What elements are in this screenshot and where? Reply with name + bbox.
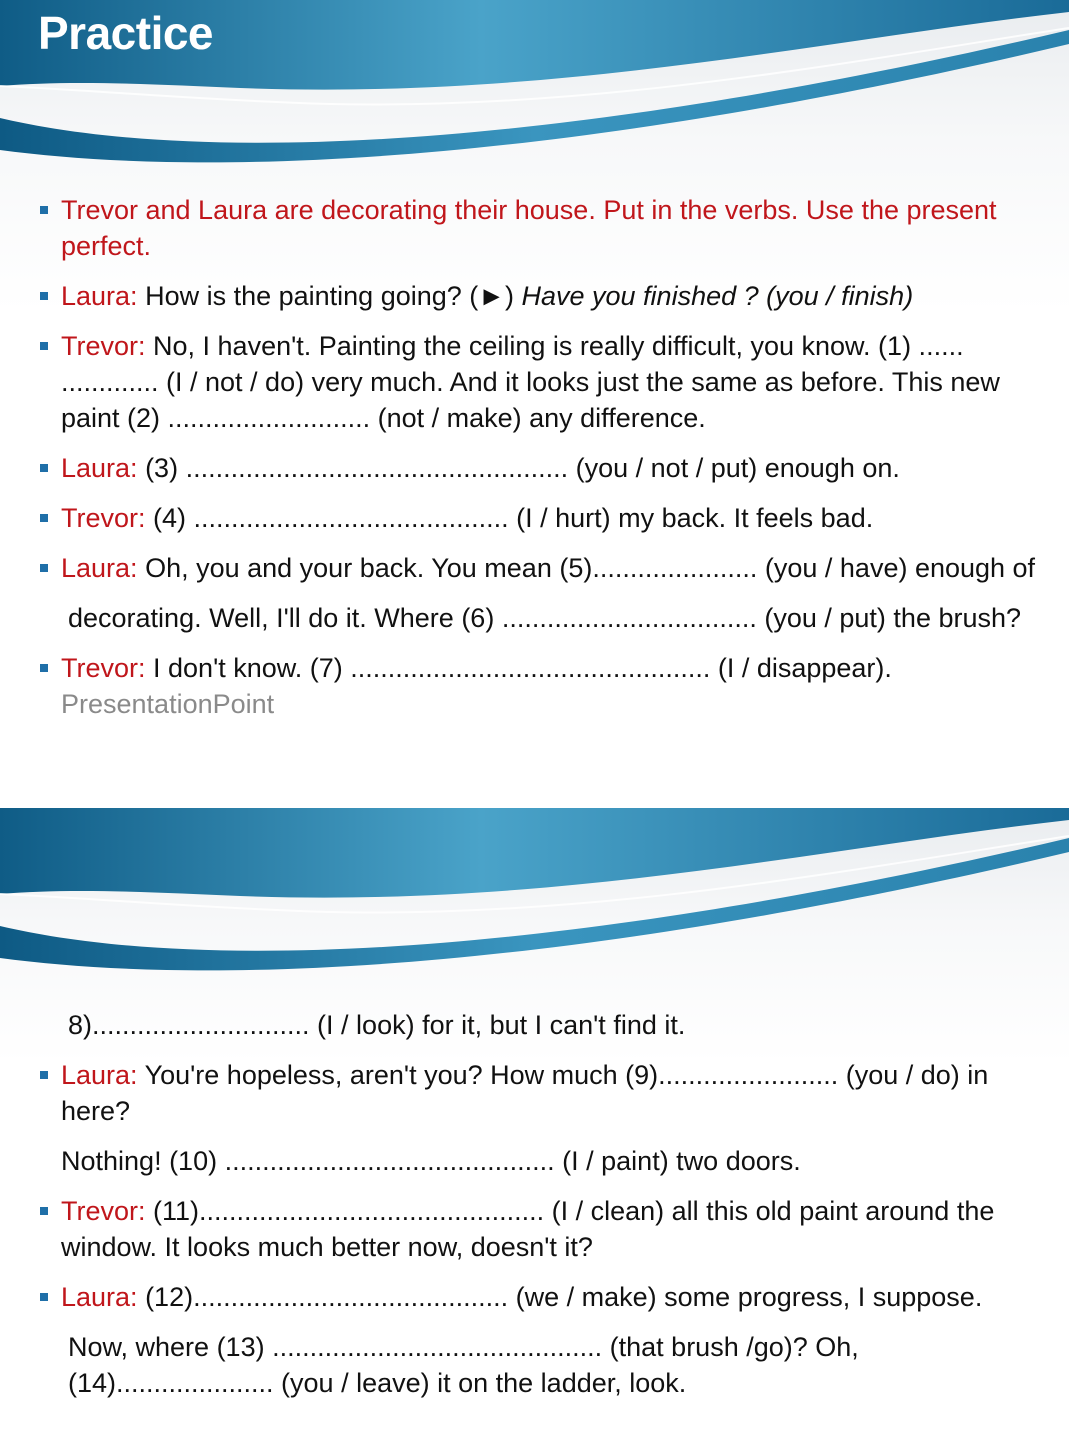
speaker-laura: Laura:: [61, 1282, 138, 1312]
speaker-trevor: Trevor:: [61, 1196, 146, 1226]
line-text: (3) ................................................... (you / not / put) enough on.: [137, 453, 900, 483]
dialogue-line-3: [0, 450, 1069, 486]
line-text: Oh, you and your back. You mean (5)...................... (you / have) enough of: [137, 553, 1036, 583]
dialogue-line-5: [0, 550, 1069, 586]
line-text: No, I haven't. Painting the ceiling is really difficult, you know. (1) ...... ............. (I / not / do) very much. And it looks just the same as before. This new paint (2) ........................... (not / make) any difference.: [61, 331, 1000, 433]
line-text: (12).......................................... (we / make) some progress, I suppose.: [137, 1282, 983, 1312]
dialogue-line-9: [0, 1057, 1069, 1129]
speaker-laura: Laura:: [61, 453, 138, 483]
watermark-text: PresentationPoint: [61, 689, 275, 719]
dialogue-line-10: Nothing! (10) ............................................ (I / paint) two doors.: [61, 1146, 801, 1176]
speaker-laura: Laura:: [61, 553, 138, 583]
line-text: You're hopeless, aren't you? How much (9)........................ (you / do) in here?: [61, 1060, 989, 1126]
dialogue-line-5-continued: decorating. Well, I'll do it. Where (6) .................................. (you / put) the brush?: [68, 603, 1022, 633]
example-answer: Have you finished ? (you / finish): [521, 281, 914, 311]
dialogue-line-6: [0, 650, 1069, 722]
slide-1-content: [0, 192, 1069, 736]
dialogue-line-8-continued: 8)............................. (I / look) for it, but I can't find it.: [68, 1010, 686, 1040]
line-text: (4) .......................................... (I / hurt) my back. It feels bad.: [145, 503, 874, 533]
line-text: (11).............................................. (I / clean) all this old paint around the window. It looks much better now, doesn't it?: [61, 1196, 995, 1262]
slide-gap: [0, 780, 1069, 808]
dialogue-line-12: [0, 1279, 1069, 1315]
slide-2: [0, 808, 1069, 1446]
dialogue-line-2: [0, 328, 1069, 436]
speaker-laura: Laura:: [61, 1060, 138, 1090]
dialogue-line-11: [0, 1193, 1069, 1265]
slide-2-banner: [0, 808, 1069, 978]
speaker-trevor: Trevor:: [61, 331, 146, 361]
speaker-trevor: Trevor:: [61, 503, 146, 533]
dialogue-line-13-continued: Now, where (13) ............................................ (that brush /go)? Oh, (14)..................... (you / leave) it on the ladder, look.: [68, 1332, 859, 1398]
speaker-trevor: Trevor:: [61, 653, 146, 683]
page-title: Practice: [38, 7, 214, 59]
dialogue-line-1: [0, 278, 1069, 314]
instruction-item: Trevor and Laura are decorating their house. Put in the verbs. Use the present perfect.: [0, 192, 1069, 264]
slide-2-content: [0, 1007, 1069, 1415]
dialogue-line-4: [0, 500, 1069, 536]
line-text: I don't know. (7) ................................................ (I / disappear).: [145, 653, 892, 683]
speaker-laura: Laura:: [61, 281, 138, 311]
line-text: How is the painting going? (►): [137, 281, 522, 311]
